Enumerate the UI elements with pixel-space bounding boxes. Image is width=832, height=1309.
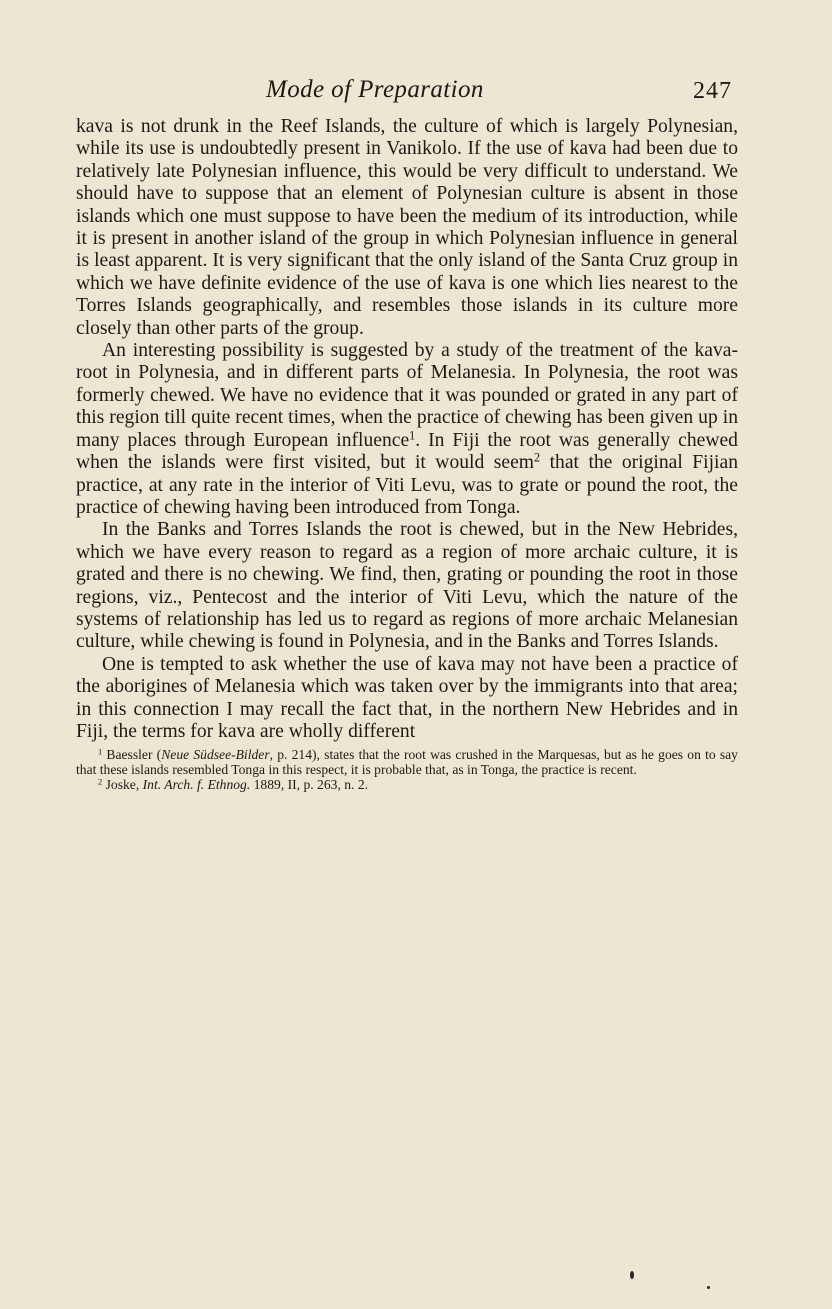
print-speck <box>630 1271 634 1279</box>
footnote-ref-2: 2 <box>534 450 541 465</box>
paragraph-4: One is tempted to ask whether the use of kava may not have been a practice of the aborigines of Melanesia which was taken over by the immigrants into that area; in this connection I may recall the fact that, in the northern New Hebrides and in Fiji, the terms for kava are wholly different <box>76 653 738 742</box>
page-number: 247 <box>693 78 732 104</box>
running-title: Mode of Preparation <box>266 76 484 103</box>
print-speck-small <box>707 1286 710 1289</box>
paragraph-2-part-2: . In Fiji the root was generally chewed when the islands were first visited, but it would seem <box>76 429 738 474</box>
page-header <box>76 76 738 116</box>
footnote-2 <box>76 777 738 792</box>
footnote-1-text-b: , p. 214), states that the root was crushed in the Marquesas, but as he goes on to say that these islands resembled Tonga in this respect, it is probable that, as in Tonga, the practice is recent. <box>76 747 738 778</box>
paragraph-2-part-3: that the original Fijian practice, at any rate in the interior of Viti Levu, was to grate or pound the root, the practice of chewing having been introduced from Tonga. <box>76 452 738 518</box>
footnotes <box>76 747 738 792</box>
paragraph-2 <box>76 340 738 519</box>
footnote-1 <box>76 747 738 777</box>
body-text <box>76 116 738 743</box>
paragraph-1: kava is not drunk in the Reef Islands, the culture of which is largely Polynesian, while its use is undoubtedly present in Vanikolo. If the use of kava had been due to relatively late Polynesian influence, this would be very difficult to understand. We should have to suppose that an element of Polynesian culture is absent in those islands which one must suppose to have been the medium of its introduction, while it is present in another island of the group in which Polynesian influence in general is least apparent. It is very significant that the only island of the Santa Cruz group in which we have definite evidence of the use of kava is one which lies nearest to the Torres Islands geographically, and resembles those islands in its culture more closely than other parts of the group. <box>76 116 738 339</box>
paragraph-2-part-1: An interesting possibility is suggested by a study of the treatment of the kava-root in Polynesia, and in different parts of Melanesia. In Polynesia, the root was formerly chewed. We have no evidence that it was pounded or grated in any part of this region till quite recent times, when the practice of chewing has been given up in many places through European influence <box>76 340 738 451</box>
footnote-2-text-b: 1889, II, p. 263, n. 2. <box>250 777 369 793</box>
book-page <box>76 76 738 792</box>
footnote-ref-1: 1 <box>409 428 416 443</box>
footnote-1-marker: 1 <box>98 746 103 757</box>
paragraph-3: In the Banks and Torres Islands the root is chewed, but in the New Hebrides, which we have every reason to regard as a region of more archaic culture, it is grated and there is no chewing. We find, then, grating or pounding the root in those regions, viz., Pentecost and the interior of Viti Levu, which the nature of the systems of relationship has led us to regard as regions of more archaic Melanesian culture, while chewing is found in Polynesia, and in the Banks and Torres Islands. <box>76 519 738 653</box>
footnote-1-text-a: Baessler ( <box>102 747 162 763</box>
footnote-2-text-a: Joske, <box>102 777 143 793</box>
footnote-2-title: Int. Arch. f. Ethnog. <box>142 777 251 793</box>
footnote-2-marker: 2 <box>98 776 103 787</box>
footnote-1-title: Neue Südsee-Bilder <box>161 747 270 763</box>
